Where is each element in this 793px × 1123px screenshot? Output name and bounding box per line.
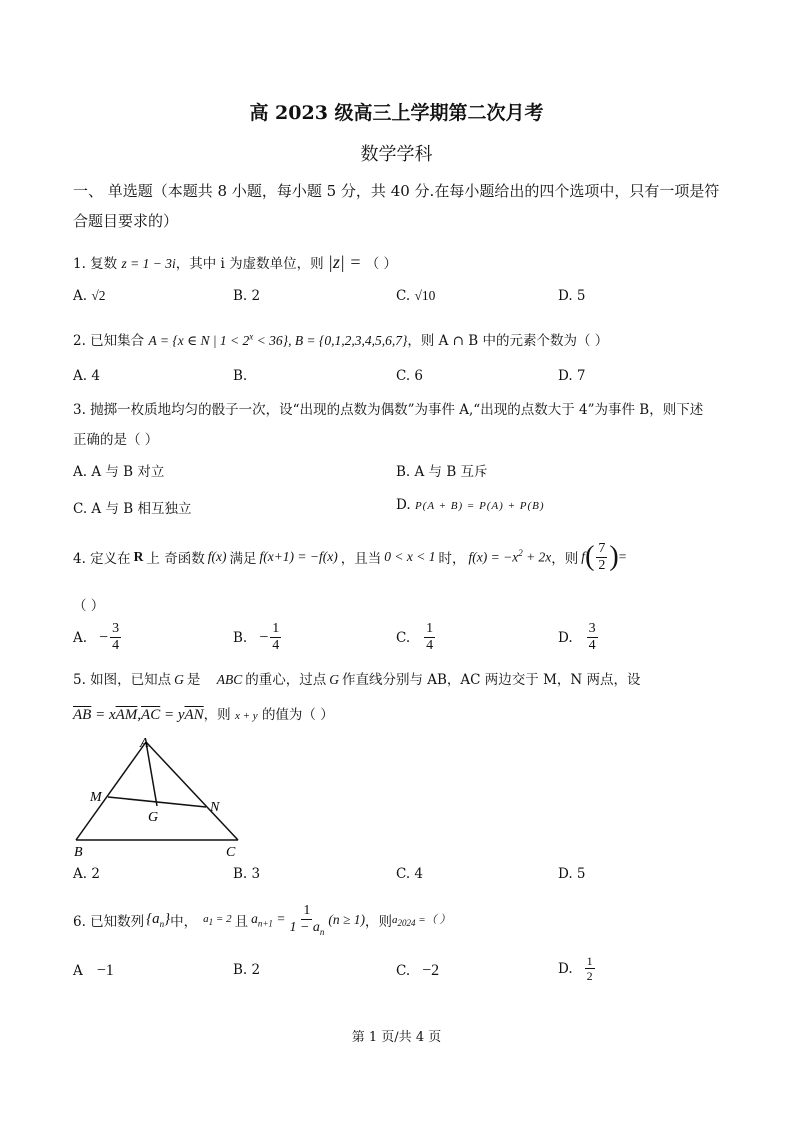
q2-prefix: 2. 已知集合 <box>73 333 145 349</box>
q2-set-a-part2: < 36} <box>253 333 289 348</box>
q4-option-c-num: 1 <box>426 621 434 636</box>
q2-option-b: B. <box>233 368 248 384</box>
q4-option-a-den: 4 <box>112 638 120 653</box>
q6-and: 且 <box>234 914 249 930</box>
q4-definition <box>468 548 551 566</box>
q6-a1-sym: a <box>203 912 209 925</box>
q4-def-part2: + 2x <box>522 549 552 565</box>
q1-modulus: |z| = <box>327 252 362 272</box>
q1-option-a-value: √2 <box>91 288 106 303</box>
question-1 <box>73 252 397 273</box>
q2-option-a: A. 4 <box>73 368 100 384</box>
label-a: A <box>140 736 149 751</box>
q1-option-a-label: A. <box>73 288 88 304</box>
label-m: M <box>90 790 102 805</box>
q1-mid: ，其中 i 为虚数单位，则 <box>175 256 324 272</box>
question-4 <box>73 537 626 577</box>
q5-line-2 <box>73 703 334 724</box>
q6-option-d-fraction <box>585 955 595 982</box>
q6-option-a-value: −1 <box>96 962 114 979</box>
q5-vec-an: $\overline{AN}$ <box>184 707 204 723</box>
q5-abc: ABC <box>216 672 243 687</box>
edge-ac <box>146 742 238 840</box>
q6-an1-sub: n+1 <box>257 918 273 929</box>
q5-option-b: B. 3 <box>233 866 261 882</box>
q6-a1 <box>203 913 231 927</box>
q6-option-c-label: C. <box>396 963 411 979</box>
q4-mid3: ，且当 <box>340 551 382 567</box>
q2-set-b: , B = {0,1,2,3,4,5,6,7} <box>288 333 408 348</box>
exam-subtitle: 数学学科 <box>360 144 433 165</box>
q6-option-d-num: 1 <box>586 954 593 968</box>
q6-condition: (n ≥ 1) <box>328 912 366 927</box>
q4-option-b-fraction <box>270 622 281 653</box>
q5-text-e: ，则 <box>203 707 231 723</box>
q5-vec-ab: $\overline{AB}$ <box>73 707 92 723</box>
q4-option-d-fraction <box>587 622 598 653</box>
q4-rparen: ) <box>609 541 619 572</box>
q4-option-b-num: 1 <box>272 621 280 636</box>
q1-option-c-label: C. <box>396 288 411 304</box>
q3-option-d-label: D. <box>396 497 411 513</box>
q6-a2024: a <box>392 914 398 927</box>
q4-option-c-fraction <box>424 622 435 653</box>
q2-option-d: D. 7 <box>558 368 586 384</box>
q4-option-b <box>233 622 283 653</box>
q4-option-a-fraction <box>110 622 121 653</box>
q5-eq1: = x <box>91 707 116 723</box>
q6-frac-den <box>287 920 326 937</box>
q4-option-a-label: A. <box>73 629 88 646</box>
q5-vector-equation <box>73 707 204 723</box>
q6-option-b: B. 2 <box>233 962 261 978</box>
q4-f-x: f(x) <box>207 549 227 564</box>
label-n: N <box>210 800 220 815</box>
q4-option-d-num: 3 <box>588 621 596 636</box>
q4-option-b-label: B. <box>233 629 248 646</box>
q4-equals: = <box>618 549 627 564</box>
q4-option-d <box>558 622 600 653</box>
q5-option-a: A. 2 <box>73 866 100 882</box>
q6-option-d-den: 2 <box>586 969 593 983</box>
page-footer: 第 1 页/共 4 页 <box>351 1030 442 1045</box>
q2-option-c: C. 6 <box>396 368 424 384</box>
q6-frac-den-sub: n <box>319 926 325 937</box>
edge-ab <box>76 742 146 840</box>
q5-vec-ac: $\overline{AC}$ <box>141 707 161 723</box>
q6-frac-den-text: 1 − a <box>289 919 320 935</box>
q1-expression: z = 1 − 3i <box>121 256 176 271</box>
q4-option-a <box>73 622 123 653</box>
q4-option-b-sign: − <box>259 628 269 646</box>
q4-def-part1: f(x) = −x <box>468 549 519 565</box>
q4-mid5: ，则 <box>551 551 579 567</box>
q2-set-a <box>148 333 288 348</box>
q6-option-d-label: D. <box>558 960 573 977</box>
q4-option-d-label: D. <box>558 629 573 646</box>
q5-line-1 <box>73 668 641 688</box>
question-2 <box>73 329 608 349</box>
q5-g-2: G <box>329 672 339 687</box>
question-6 <box>73 898 450 942</box>
q4-option-d-den: 4 <box>588 638 596 653</box>
q5-text-f: 的值为（ ） <box>261 707 334 723</box>
q5-text-c: 的重心，过点 <box>245 672 327 688</box>
q1-option-d: D. 5 <box>558 288 586 304</box>
q4-option-a-num: 3 <box>112 621 120 636</box>
q4-interval: 0 < x < 1 <box>384 549 436 564</box>
q6-option-d <box>558 955 597 982</box>
q6-recurrence <box>251 911 285 929</box>
q4-equation: f(x+1) = −f(x) <box>259 549 338 564</box>
q1-option-c-value: √10 <box>414 288 436 303</box>
q5-comma: , <box>137 707 142 723</box>
q6-eq: = <box>272 911 286 927</box>
q6-a1-val: = 2 <box>213 912 232 925</box>
q3-option-d-value: P(A + B) = P(A) + P(B) <box>414 500 545 512</box>
q5-g: G <box>174 672 184 687</box>
q4-option-c-label: C. <box>396 629 411 646</box>
q6-fraction <box>287 904 326 937</box>
q5-eq2: = y <box>160 707 185 723</box>
q6-option-a <box>73 962 114 980</box>
q3-option-c: C. A 与 B 相互独立 <box>73 501 192 517</box>
q2-tail: ，则 A ∩ B 中的元素个数为（ ） <box>407 333 609 349</box>
triangle-figure <box>68 730 248 860</box>
q4-paren: （ ） <box>73 598 105 614</box>
q1-paren: （ ） <box>365 256 398 272</box>
label-g: G <box>148 810 159 825</box>
q6-tail: =（ ） <box>415 914 451 927</box>
q4-mid1: 上 奇函数 <box>146 551 205 567</box>
label-c: C <box>226 845 236 860</box>
q5-text-b: 是 <box>186 672 201 688</box>
q5-text-d: 作直线分别与 AB，AC 两边交于 M，N 两点，设 <box>341 672 641 688</box>
q6-frac-num: 1 <box>303 902 311 918</box>
q1-prefix: 1. 复数 <box>73 256 118 272</box>
label-b: B <box>74 845 83 860</box>
q4-prefix: 4. 定义在 <box>73 551 131 567</box>
q6-option-c <box>396 962 439 980</box>
q4-f: f <box>581 549 586 564</box>
q6-a2024-sub: 2024 <box>397 918 416 929</box>
q6-then: ，则 <box>365 914 393 930</box>
q6-seq-a: {a <box>146 911 160 927</box>
q6-an1: a <box>251 911 258 927</box>
q5-x-plus-y: x + y <box>234 710 258 722</box>
section-heading: 一、 单选题（本题共 8 小题，每小题 5 分，共 40 分.在每小题给出的四个选项中，只有一项是符合题目要求的） <box>73 182 720 230</box>
q2-set-a-part1: A = {x ∈ N | 1 < 2 <box>148 333 250 348</box>
q4-option-c-den: 4 <box>426 638 434 653</box>
q1-option-b: B. 2 <box>233 288 261 304</box>
q6-a1-sub: 1 <box>208 917 214 928</box>
q4-frac-num: 7 <box>598 540 606 556</box>
q4-option-c <box>396 622 437 653</box>
q6-sequence <box>146 911 170 929</box>
q3-option-b: B. A 与 B 互斥 <box>396 464 488 480</box>
q6-target <box>392 911 450 928</box>
q6-option-a-label: A <box>73 963 83 979</box>
q4-def-exp: 2 <box>518 548 523 559</box>
q3-option-a: A. A 与 B 对立 <box>73 464 165 480</box>
q5-vec-am: $\overline{AM}$ <box>115 707 138 723</box>
q4-frac-den: 2 <box>598 557 606 573</box>
exam-title: 高 2023 级高三上学期第二次月考 <box>249 102 544 124</box>
q4-lparen: ( <box>585 541 595 572</box>
q6-seq-sub: n <box>159 919 165 929</box>
q6-seq-end: } <box>164 911 171 927</box>
q3-line-2: 正确的是（ ） <box>73 432 159 448</box>
q6-mid: 中， <box>170 914 198 930</box>
q6-option-c-value: −2 <box>422 962 440 979</box>
q5-option-d: D. 5 <box>558 866 586 882</box>
q3-option-d <box>396 497 545 513</box>
q5-text-a: 5. 如图，已知点 <box>73 672 172 688</box>
q5-option-c: C. 4 <box>396 866 424 882</box>
q4-option-b-den: 4 <box>272 638 280 653</box>
q4-real-set: R <box>133 549 144 564</box>
q1-option-c <box>396 288 435 304</box>
q4-mid4: 时， <box>438 551 466 567</box>
q3-line-1: 3. 抛掷一枚质地均匀的骰子一次，设“出现的点数为偶数”为事件 A,“出现的点数大于 4”为事件 B，则下述 <box>73 402 704 418</box>
q1-option-a <box>73 288 106 304</box>
q2-exponent: x <box>249 331 254 342</box>
q4-option-a-sign: − <box>99 628 109 646</box>
q4-mid2: 满足 <box>229 551 257 567</box>
q4-fraction <box>596 542 607 573</box>
q6-prefix: 6. 已知数列 <box>73 914 145 930</box>
